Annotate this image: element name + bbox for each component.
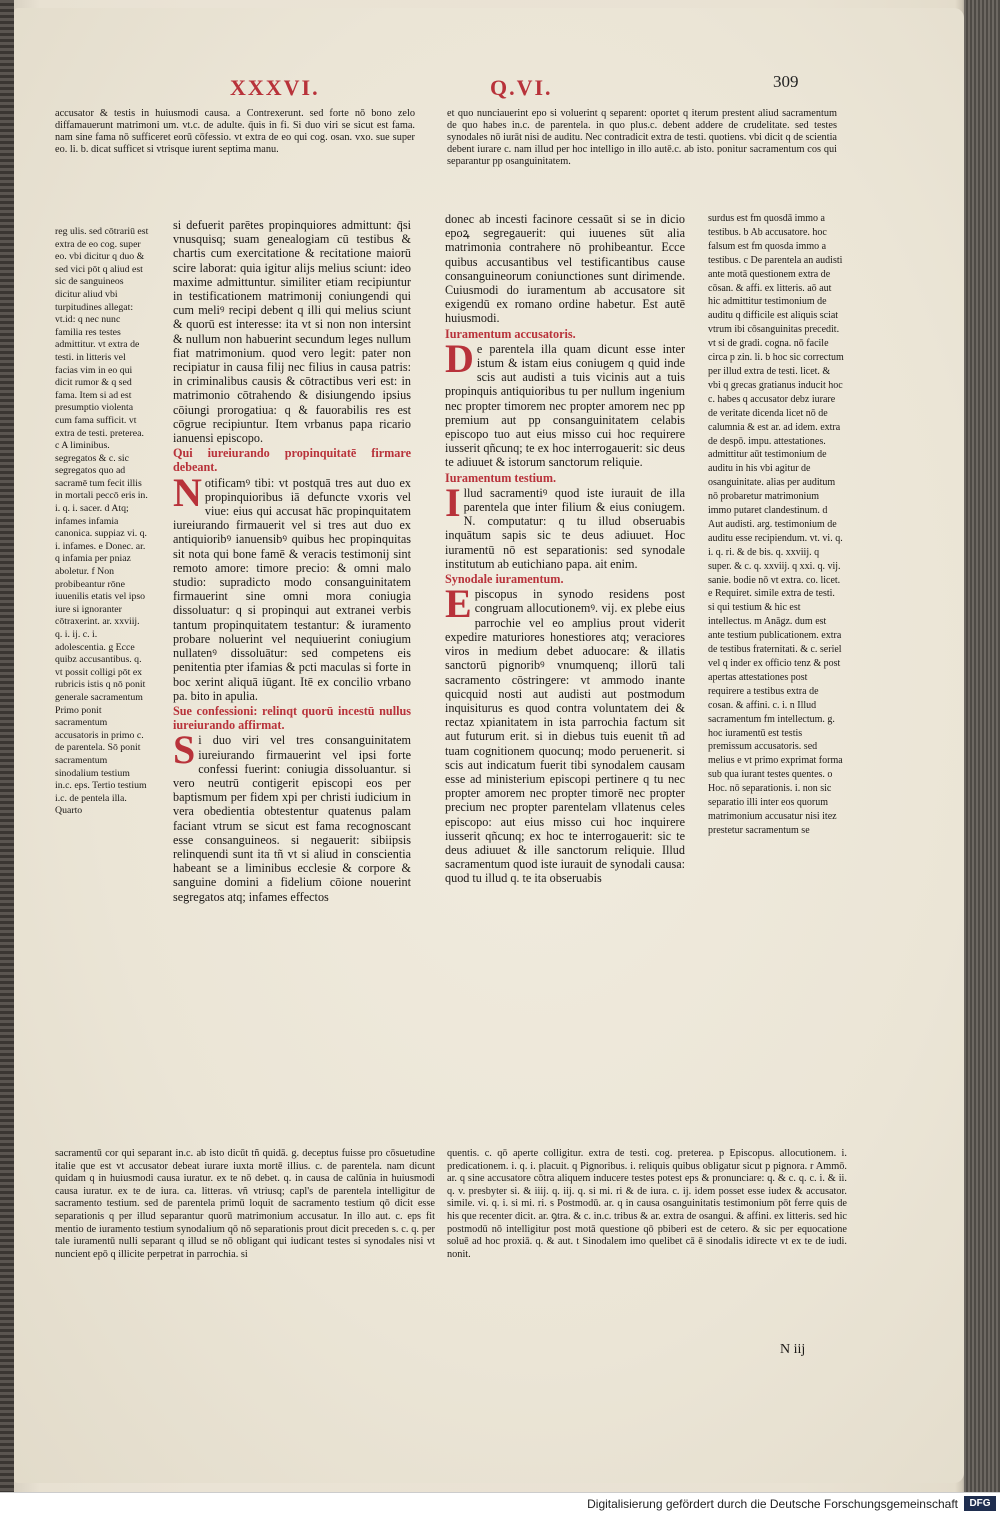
paragraph-text: piscopus in synodo residens post congruam allocutionemꝰ. vij. ex plebe eius parrochie vel eo amplius prout viderit expedire maturiores honestiores atq; veraciores viros in medium debet aduocare: & illatis sanctorū pignoribꝰ vnumquenq; illorū tali sacramento cōstringere: vt ammodo inante quicquid nosti aut audisti aut postmodum inquisiturus es quod contra voluntatem dei & rectaz xpianitatem in ista parrochia factum sit aut futurum erit. si in diebus tuis euenit tñ ad tuam cognitionem quocunq; modo peruenerit. si scis aut indicatum fuerit tibi synodalem causam esse ad ministerium episcopi pertinere q tu nec propter amorem nec propter timorē nec propter precium nec propter parentelam vllatenus celes episcopo: aut eius misso cui hoc inquirere iusserit qñcunq; ex hoc te interrogauerit: sic te deus adiuuet & ille sanctorum reliquie. Illud sacramentum quod iste iurauit de synodali causa: quod tu illud q. te ita obseruabis <box>445 587 685 886</box>
initial-capital: E <box>445 581 472 627</box>
text-column-1 <box>173 218 411 905</box>
text-paragraph <box>173 218 411 445</box>
running-head-left: XXXVI. <box>230 75 320 100</box>
rubric-heading: Iuramentum testium. <box>445 470 557 485</box>
rubric-heading: Sue confessioni: relinqt quorū incestū nullus iureiurando affirmat. <box>173 703 411 733</box>
footer-credit: Digitalisierung gefördert durch die Deutsche Forschungsgemeinschaft <box>587 1497 958 1511</box>
text-paragraph <box>445 212 685 326</box>
gloss-bottom-right: quentis. c. qō aperte colligitur. extra de testi. cog. preterea. p Episcopus. allocutionem. i. predicationem. i. q. i. placuit. q Pignoribus. i. reliquis quibus obligatur sicut p pignora. r Ammō. ar. q sine accusatore cōtra aliquem inducere testes potest eps & pronunciare: q. & c. q. c. i. & ii. q. v. presbyter si. & iiij. q. iij. q. si mi. ri & de iura. c. ij. idem posset esse iudex & accusator. simile. vi. q. i. si mi. ri. s Postmodū. ar. q in causa osanguinitatis testimonium pōt ferre quis de his que recenter dicit. ar. ꝯtra. & c. in.c. tribus & ar. extra de osangui. & affini. ex litteris. sed hic postmodū nō intelligitur post motā questione qō pbiberi est de cetero. & sic per equocatione soluē ad hoc proxiā. q. & aut. t Sinodalem imo quelibet cā ē sinodalis idirecte vt ex te de iudi. nonit. <box>447 1148 847 1260</box>
text-paragraph <box>445 581 685 886</box>
book-left-edge <box>0 0 14 1493</box>
gloss-right-margin: surdus est fm quosdā immo a testibus. b Ab accusatore. hoc falsum est fm quosda immo a testibus. c De parentela an audisti ante motā questionem extra de cōsan. & affi. ex litteris. aō aut hic admittitur testimonium de auditu q difficile est aliquis sciat vtrum ibi cōsanguinitas precedit. vt si de gradi. cogna. nō facile circa p zin. li. b hoc sic correctum per illud extra de testi. licet. & vbi q grecas gratianus inducit hoc c. habes q accusator debz iurare de veritate dicenda licet nō de calumnia & est ar. ad idem. extra de despō. impu. attestationes. admittitur aūt testimonium de auditu in his vbi agitur de osanguinitate. alias per auditum nō probaretur matrimonium immo putaret clandestinum. d Aut audisti. arg. testimonium de auditu esse recipiendum. vt. vi. q. i. q. ri. & de bis. q. xxviij. q super. & c. q. xxviij. q xxi. q. vij. sanie. bodie nō vt extra. co. licet. e Requiret. simile extra de testi. si qui testium & hic est intellectus. m Anāgz. dum est ante testium publicationem. extra de testibus fraternitati. & c. seriel vel q inder ex officio tenz & post apertas attestationes post requirere a testibus extra de cosan. & affini. c. i. n Illud sacramentum fm intellectum. g. hoc iuramentū est testis premissum accusatoris. sed melius e vt primo exprimat forma sub qua iurant testes quentes. o Hoc. nō separationis. i. non sic separatio illi inter eos quorum matrimonium accusatur nisi itez prestetur sacramentum se <box>708 213 844 836</box>
rubric-heading: Qui iureiurando propinquitatē firmare debeant. <box>173 446 411 475</box>
rubric-heading: Synodale iuramentum. <box>445 572 564 587</box>
paragraph-text: otificamꝰ tibi: vt postquā tres aut duo ex propinquioribus iā defuncte vxoris vel viue: eius qui accusat hāc propinquitatem iureiurando firmauerit vel si tres aut duo ex antiquioribꝰ ianuensibꝰ quibus hec propinquitas sit nota qui bone famē & veracis testimonij sint remoto amore: timore precio: & omni malo studio: supradicto modo consanguinitatem firmauerint sine omni mora coniugia dissoluatur: q si propinqui aut extranei verbis tantum propinquitatem testantur: & iuramento probare noluerint vel nequiuerint coniugium nullatenꝰ dissoluātur: sed competens eis penitentia pter ifamias & pcti maculas si forte in boc xerint aliquā iūgant. Itē ex concilio vrbano pa. bito in apulia. <box>173 475 411 703</box>
initial-capital: N <box>173 469 202 515</box>
text-paragraph <box>173 727 411 904</box>
rubric-heading: Iuramentum accusatoris. <box>445 326 576 341</box>
text-paragraph <box>445 479 685 571</box>
gloss-top-left: accusator & testis in huiusmodi causa. a Contrexerunt. sed forte nō bono zelo diffamauerunt matrimoni um. vt.c. de adulte. q̄uis in fi. Si duo viri se sicut est fama. nam sine fama nō sufficeret eorū cōfessio. vt extra de eo qui cog. osan. vxo. sue super eo. li. b. dicat sufficet si vtrisque iurent septima manu. <box>55 108 415 155</box>
paragraph-text: donec ab incesti facinore cessaūt si se in dicio epoꝝ segregauerit: qui iuuenes sūt alia matrimonia contrahere nō prohibeantur. Ecce quibus accusantibus vel testificantibus cause consanguineorum coniunctiones sunt dirimende. Cuiusmodi do iuramentum ab accusatore sit exigendū ex romano ordine habetur. Est autē huiusmodi. <box>445 212 685 326</box>
running-head-center: Q.VI. <box>490 75 553 100</box>
initial-capital: D <box>445 335 474 381</box>
gloss-top-right: et quo nunciauerint epo si voluerint q separent: oportet q iterum prestent aliud sacramentum de quo habes in.c. de parentela. in quo plus.c. debent addere de crudelitate. sed testes synodales nō iurāt nisi de auditu. Nec contradicit extra de testi. quotiens. vbi dicit q de scientia debent iurare c. nam illud per hoc intelligo in illo autē.c. ab isto. ponitur sacramentum cos qui separantur pp osanguinitatem. <box>447 108 837 167</box>
paragraph-text: llud sacramentiꝰ quod iste iurauit de illa parentela que inter filium & eius coniugem. N. computatur: q tu illud obseruabis inquātum sapis sic te deus adiuuet. Hoc iuramentū nō est separationis: sed synodale institutum ab eutichiano papa. ait enim. <box>445 485 685 571</box>
paragraph-text: i duo viri vel tres consanguinitatem iureiurando firmauerint vel ipsi forte confessi fuerint: coniugia dissoluantur. si vero neutrū contigerit episcopi eos per baptismum per fidem xpi per christi iudicium in vera obedientia obtestentur quatenus palam faciant vtrum se sicut est fama recognoscant esse consanguineos. si negauerit: sibiipsis relinquendi sunt ita tñ vt si aliud in conscientia habeant se a liminibus ecclesie & corpore & sanguine domini a fidelium cōione nouerint segregatos atq; infames effectos <box>173 733 411 904</box>
paragraph-text: e parentela illa quam dicunt esse inter istum & istam eius coniugem q quid inde scis aut audisti a tuis vicinis aut a tuis propinquis antiquioribus tu per nullum ingenium nec propter timorem nec propter amorem nec pp premium aut pp consanguinitatem celabis episcopo tuo aut eius misso cui hoc requirere iusserit qñcunq; te ex hoc interrogauerit: sic deus te adiuuet & istorum sanctorum reliquie. <box>445 341 685 470</box>
text-column-2 <box>445 212 685 887</box>
text-paragraph <box>173 469 411 703</box>
text-paragraph <box>445 335 685 470</box>
page-number: 309 <box>773 72 799 91</box>
gloss-left-margin: reg ulis. sed cōtrariū est extra de eo cog. super eo. vbi dicitur q duo & sed vici pōt q aliud est sic de sanguineos dicitur aliud vbi turpitudines allegat: vt.id: q nec nunc familia res testes admittitur. vt extra de testi. in litteris vel facias vim in eo qui dicit rumor & q sed fama. Item si ad est presumptio violenta cum fama sufficit. vt extra de testi. preterea. c A liminibus. segregatos & c. sic segregatos quo ad sacramē tum fecit illis in mortali peccō eris in. i. q. i. sacer. d Atq; infames infamia canonica. suppiaz vi. q. i. infames. e Donec. ar. q infamia per pniaz aboletur. f Non probibeantur rōne iuuenilis etatis vel ipso iure si ignoranter cōtraxerint. ar. xxviij. q. i. ij. c. i. adolescentia. g Ecce quibz accusantibus. q. vt possit colligi pōt ex rubricis istis q nō ponit generale sacramentum Primo ponit sacramentum accusatoris in primo c. de parentela. Sō ponit sacramentum sinodalium testium in.c. eps. Tertio testium i.c. de pentela illa. Quarto <box>55 226 149 817</box>
footer-bar <box>0 1492 1000 1516</box>
initial-capital: I <box>445 479 461 525</box>
gloss-bottom-left: sacramentū cor qui separant in.c. ab isto dicūt tñ quidā. g. deceptus fuisse pro cōsuetudine italie que est vt accusator debeat iurare iuxta mortē illius. c. de parentela. nam dicunt quidam q in huiusmodi causa iuratur. ex te nō debet. q. in causa de calūnia in huiusmodi causa iuratur. ex te de iura. ca. litteras. vñ vtriusq; capl's de parentela intelligitur de sacramento testium. sed de parentela primū loquit de sacramento testium qō dicit esse separationis q per illud separantur quorū matrimonium accusatur. In illo aut. c. eps fit mentio de iuramento testium synodalium qō nō separationis prout dicit preceden s. c. q. per tale iuramentū nulli separant q illud se nō obligant qui iudicant testes si synodales nisi vt nuncient epō q illicite perpetrat in parrochia. si <box>55 1148 435 1260</box>
book-right-edge <box>964 0 1000 1493</box>
initial-capital: S <box>173 727 196 773</box>
signature-mark: N iij <box>780 1342 806 1357</box>
dfg-logo: DFG <box>964 1496 996 1511</box>
paragraph-text: si defuerit parētes propinquiores admittunt: q̄si vnusquisq; suam genealogiam cū testibus & chartis cum exercitatione & recitatione maiorū scire laborat: quia igitur alijs melius sciunt: ideo maxime admittuntur. similiter etiam recipiuntur in testificationem matrimonij coniungendi qui cum meliꝰ recipi debent q illi qui melius sciunt & quorū est interesse: ita vt si non non intersint & nullum non habuerint secundum leges nullum fiat matrimonium. quod vero legit: pater non recipiatur in causa filij nec filius in causa patris: in criminalibus causis & cōtractibus veri est: in matrimonio cōtrahendo & disiungendo ipsius cōiungi prorogatiua: q & fauorabilis res est cōgrue recipiuntur. Item vrbanus papa ricario ianuensi episcopo. <box>173 218 411 446</box>
